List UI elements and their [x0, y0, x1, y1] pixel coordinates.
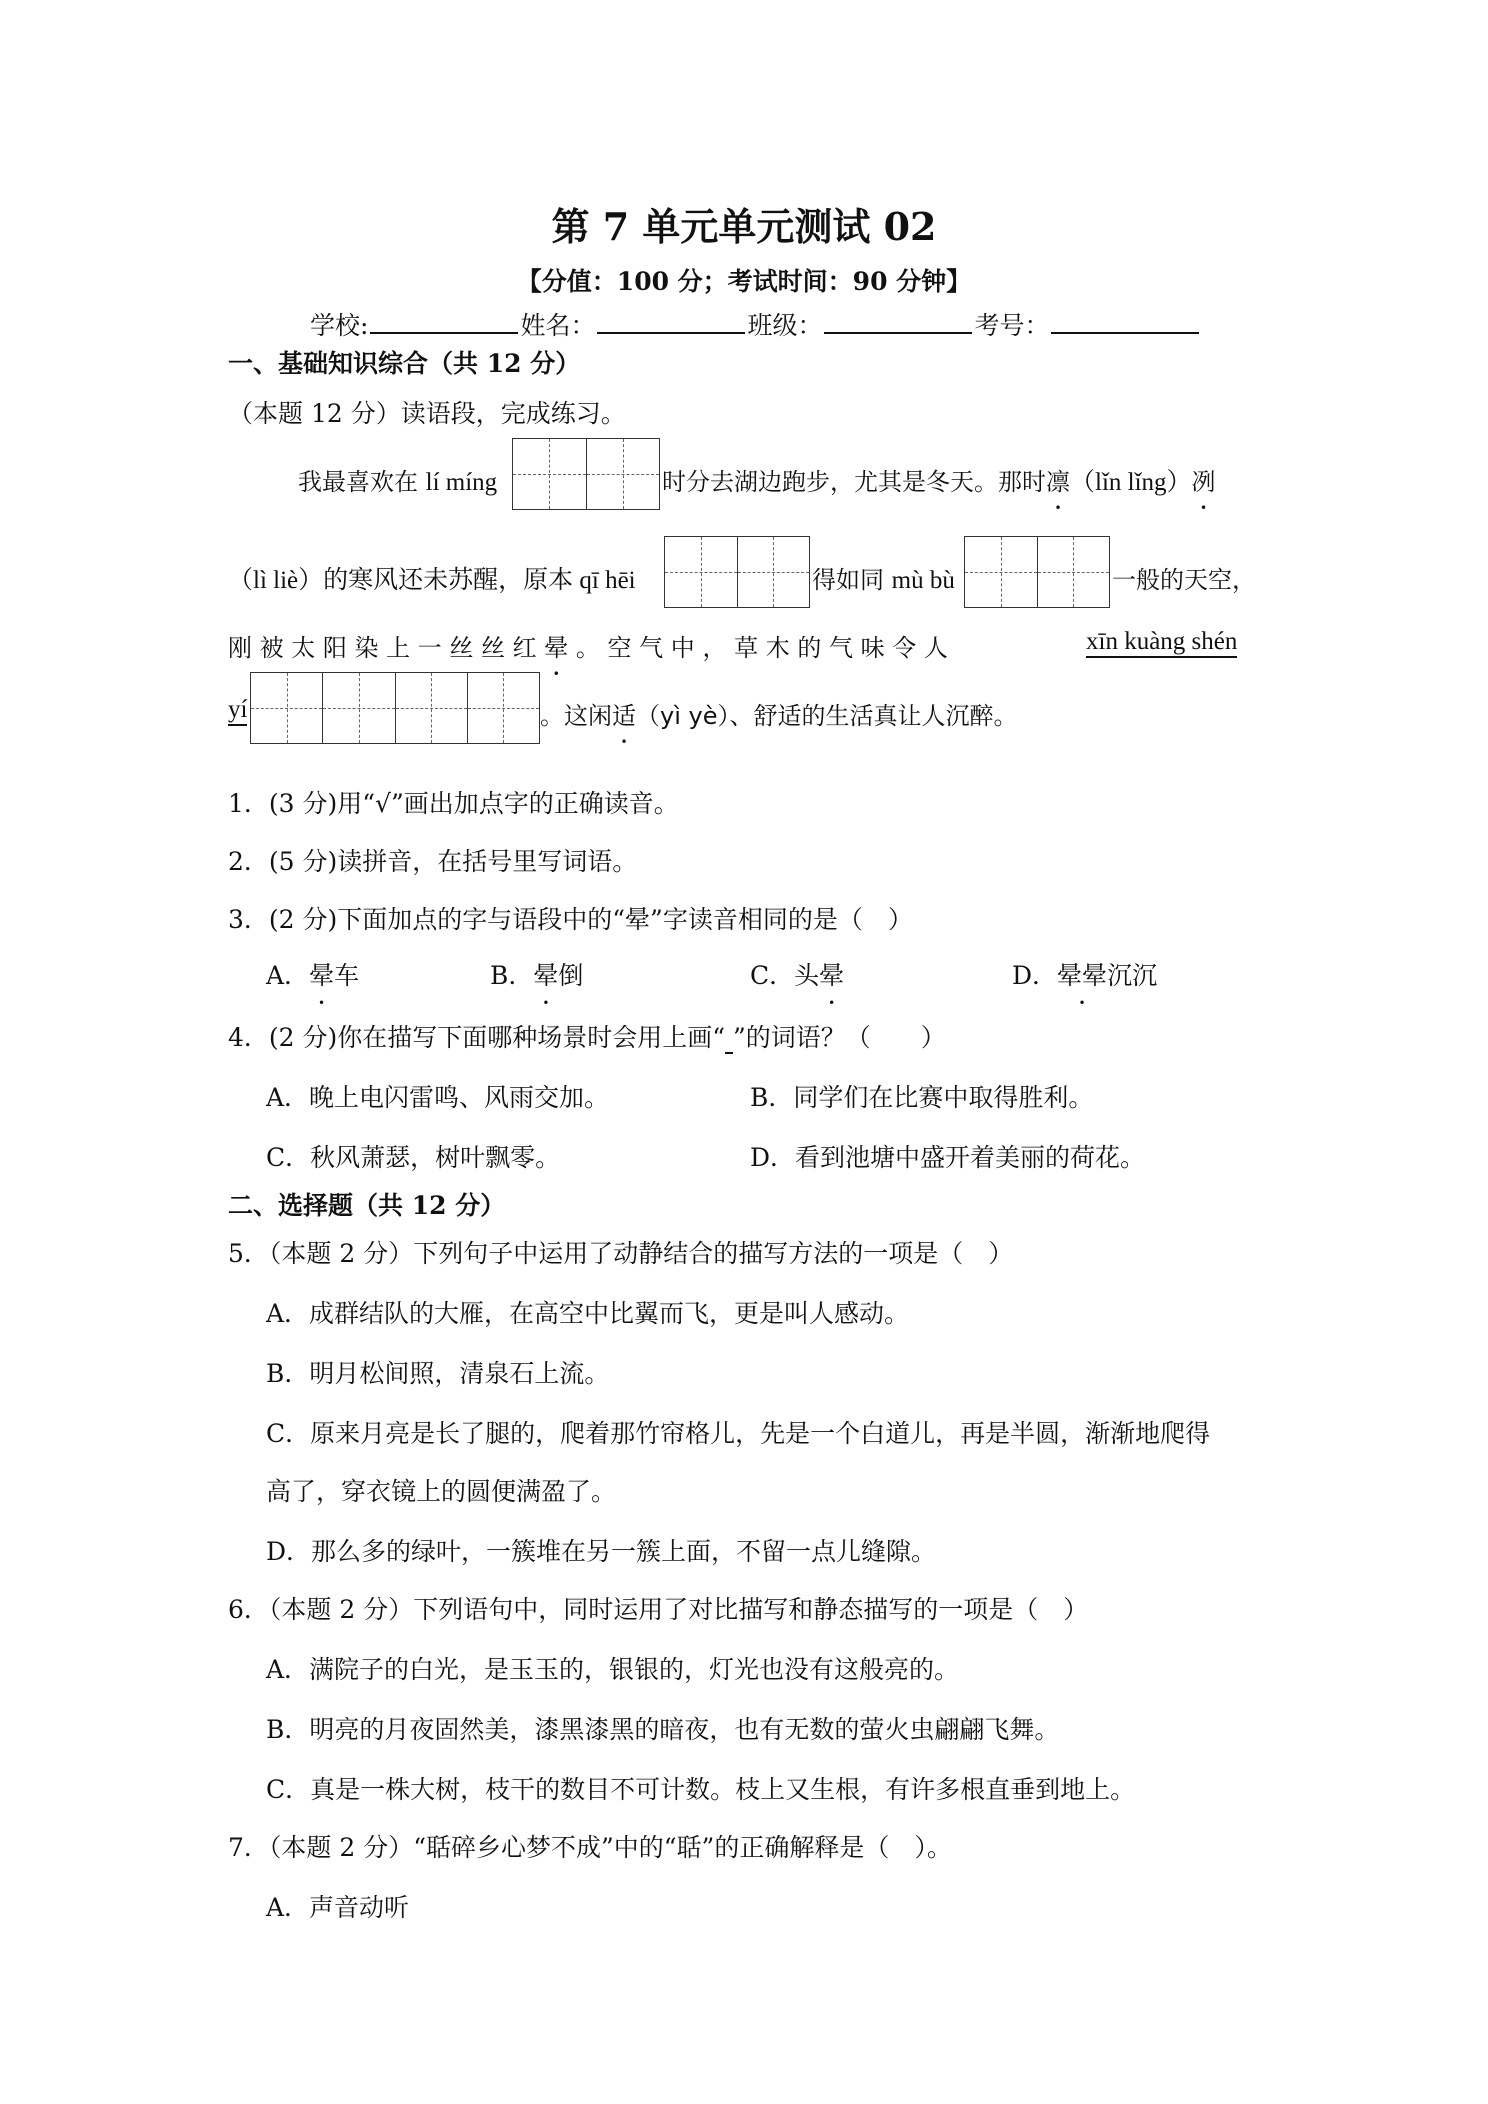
passage-text: 得如同 — [812, 566, 892, 594]
passage-text: 我最喜欢在 — [298, 468, 426, 496]
number-label: 考号： — [974, 311, 1050, 340]
q3-option-a[interactable] — [266, 956, 359, 992]
school-blank[interactable] — [370, 308, 518, 334]
passage-line-4 — [540, 696, 1017, 731]
underlined-pinyin-xin-kuang-shen: xīn kuàng shén — [1086, 628, 1237, 658]
option-label: D． — [1012, 961, 1058, 990]
q4-option-c[interactable]: C．秋风萧瑟，树叶飘零。 — [266, 1143, 561, 1172]
q5-option-c[interactable]: C．原来月亮是长了腿的，爬着那竹帘格儿，先是一个白道儿，再是半圆，渐渐地爬得 — [266, 1419, 1211, 1448]
question-4 — [228, 1018, 946, 1054]
q3-option-c[interactable] — [750, 956, 844, 992]
q4-option-d[interactable]: D．看到池塘中盛开着美丽的荷花。 — [750, 1143, 1146, 1172]
pinyin-li-ming: lí míng — [425, 469, 498, 496]
passage-line-1b — [662, 462, 1216, 498]
option-text: 沉沉 — [1107, 961, 1158, 990]
answer-grid-mu-bu[interactable] — [964, 536, 1110, 608]
option-label: A． — [266, 961, 310, 990]
dotted-char: 适 — [612, 702, 636, 730]
q5-option-d[interactable]: D．那么多的绿叶，一簇堆在另一簇上面，不留一点儿缝隙。 — [266, 1537, 937, 1566]
passage-line-2c: 一般的天空， — [1112, 566, 1256, 594]
underline-mark — [725, 1023, 733, 1054]
school-label: 学校: — [310, 311, 369, 340]
option-text: 车 — [334, 961, 360, 990]
passage-text: 。 空 气 中 ， 草 木 的 气 味 令 人 — [568, 634, 948, 662]
question-5: 5．（本题 2 分）下列句子中运用了动静结合的描写方法的一项是（ ） — [228, 1239, 1014, 1268]
q4-option-a[interactable]: A．晚上电闪雷鸣、风雨交加。 — [266, 1083, 610, 1112]
q3-option-b[interactable] — [490, 956, 583, 992]
section1-intro: （本题 12 分）读语段，完成练习。 — [228, 399, 626, 428]
dotted-char: 凛 — [1046, 468, 1070, 496]
q3-option-d[interactable] — [1012, 956, 1157, 992]
option-label: B． — [490, 961, 534, 990]
class-blank[interactable] — [824, 308, 972, 334]
dotted-char: 晕 — [544, 634, 569, 662]
passage-line-2b — [812, 560, 955, 595]
answer-grid-xin-kuang-shen-yi[interactable] — [250, 672, 540, 744]
q6-option-a[interactable]: A．满院子的白光，是玉玉的，银银的，灯光也没有这般亮的。 — [266, 1655, 960, 1684]
passage-line-3 — [228, 628, 948, 663]
q4-option-b[interactable]: B．同学们在比赛中取得胜利。 — [750, 1083, 1094, 1112]
answer-grid-qi-hei[interactable] — [664, 536, 810, 608]
question-6: 6．（本题 2 分）下列语句中，同时运用了对比描写和静态描写的一项是（ ） — [228, 1595, 1089, 1624]
passage-line-2a — [228, 560, 636, 596]
q5-option-a[interactable]: A．成群结队的大雁，在高空中比翼而飞，更是叫人感动。 — [266, 1299, 910, 1328]
passage-text: 刚 被 太 阳 染 上 一 丝 丝 红 — [228, 634, 545, 662]
passage-text: （lì liè）的寒风还未苏醒，原本 — [228, 567, 580, 594]
option-text: 倒 — [558, 961, 584, 990]
class-label: 班级： — [747, 311, 823, 340]
pinyin-options: （lǐn lǐng） — [1070, 469, 1192, 496]
q5-option-b[interactable]: B．明月松间照，清泉石上流。 — [266, 1359, 610, 1388]
number-blank[interactable] — [1051, 308, 1199, 334]
exam-meta: 【分值：100 分；考试时间：90 分钟】 — [516, 267, 972, 296]
q6-option-b[interactable]: B．明亮的月夜固然美，漆黑漆黑的暗夜，也有无数的萤火虫翩翩飞舞。 — [266, 1715, 1060, 1744]
pinyin-qi-hei: qī hēi — [579, 567, 636, 594]
question-text: 4．(2 分)你在描写下面哪种场景时会用上画“ — [228, 1023, 726, 1052]
passage-text: （yì yè）、舒适的生活真让人沉醉。 — [636, 702, 1018, 730]
question-text: ”的词语？（ ） — [733, 1023, 946, 1052]
passage-text: 时分去湖边跑步，尤其是冬天。那时 — [662, 468, 1046, 496]
answer-grid-li-ming[interactable] — [512, 438, 660, 510]
q6-option-c[interactable]: C．真是一株大树，枝干的数目不可计数。枝上又生根，有许多根直垂到地上。 — [266, 1775, 1136, 1804]
name-blank[interactable] — [597, 308, 745, 334]
dotted-char: 晕 — [819, 961, 845, 990]
section-heading-2: 二、选择题（共 12 分） — [228, 1191, 506, 1220]
option-label: C． — [750, 961, 795, 990]
dotted-char: 晕晕 — [1057, 961, 1108, 990]
passage-text: 。这闲 — [540, 702, 612, 730]
q5-option-c-cont[interactable]: 高了，穿衣镜上的圆便满盈了。 — [266, 1477, 617, 1506]
question-2: 2．(5 分)读拼音，在括号里写词语。 — [228, 847, 638, 876]
pinyin-mu-bu: mù bù — [891, 567, 955, 594]
student-info-line — [310, 306, 1201, 342]
passage-line-1a — [298, 462, 497, 497]
option-text: 头 — [794, 961, 820, 990]
question-3: 3．(2 分)下面加点的字与语段中的“晕”字读音相同的是（ ） — [228, 905, 913, 934]
dotted-char: 晕 — [309, 961, 335, 990]
underlined-pinyin-yi: yí — [228, 696, 247, 726]
dotted-char: 晕 — [533, 961, 559, 990]
name-label: 姓名： — [520, 311, 596, 340]
section-heading-1: 一、基础知识综合（共 12 分） — [228, 349, 581, 378]
question-7: 7．（本题 2 分）“聒碎乡心梦不成”中的“聒”的正确解释是（ ）。 — [228, 1833, 952, 1862]
page-title: 第 7 单元单元测试 02 — [551, 204, 937, 249]
question-1: 1．(3 分)用“√”画出加点字的正确读音。 — [228, 789, 679, 818]
dotted-char: 冽 — [1191, 468, 1216, 496]
q7-option-a[interactable]: A．声音动听 — [266, 1893, 410, 1922]
